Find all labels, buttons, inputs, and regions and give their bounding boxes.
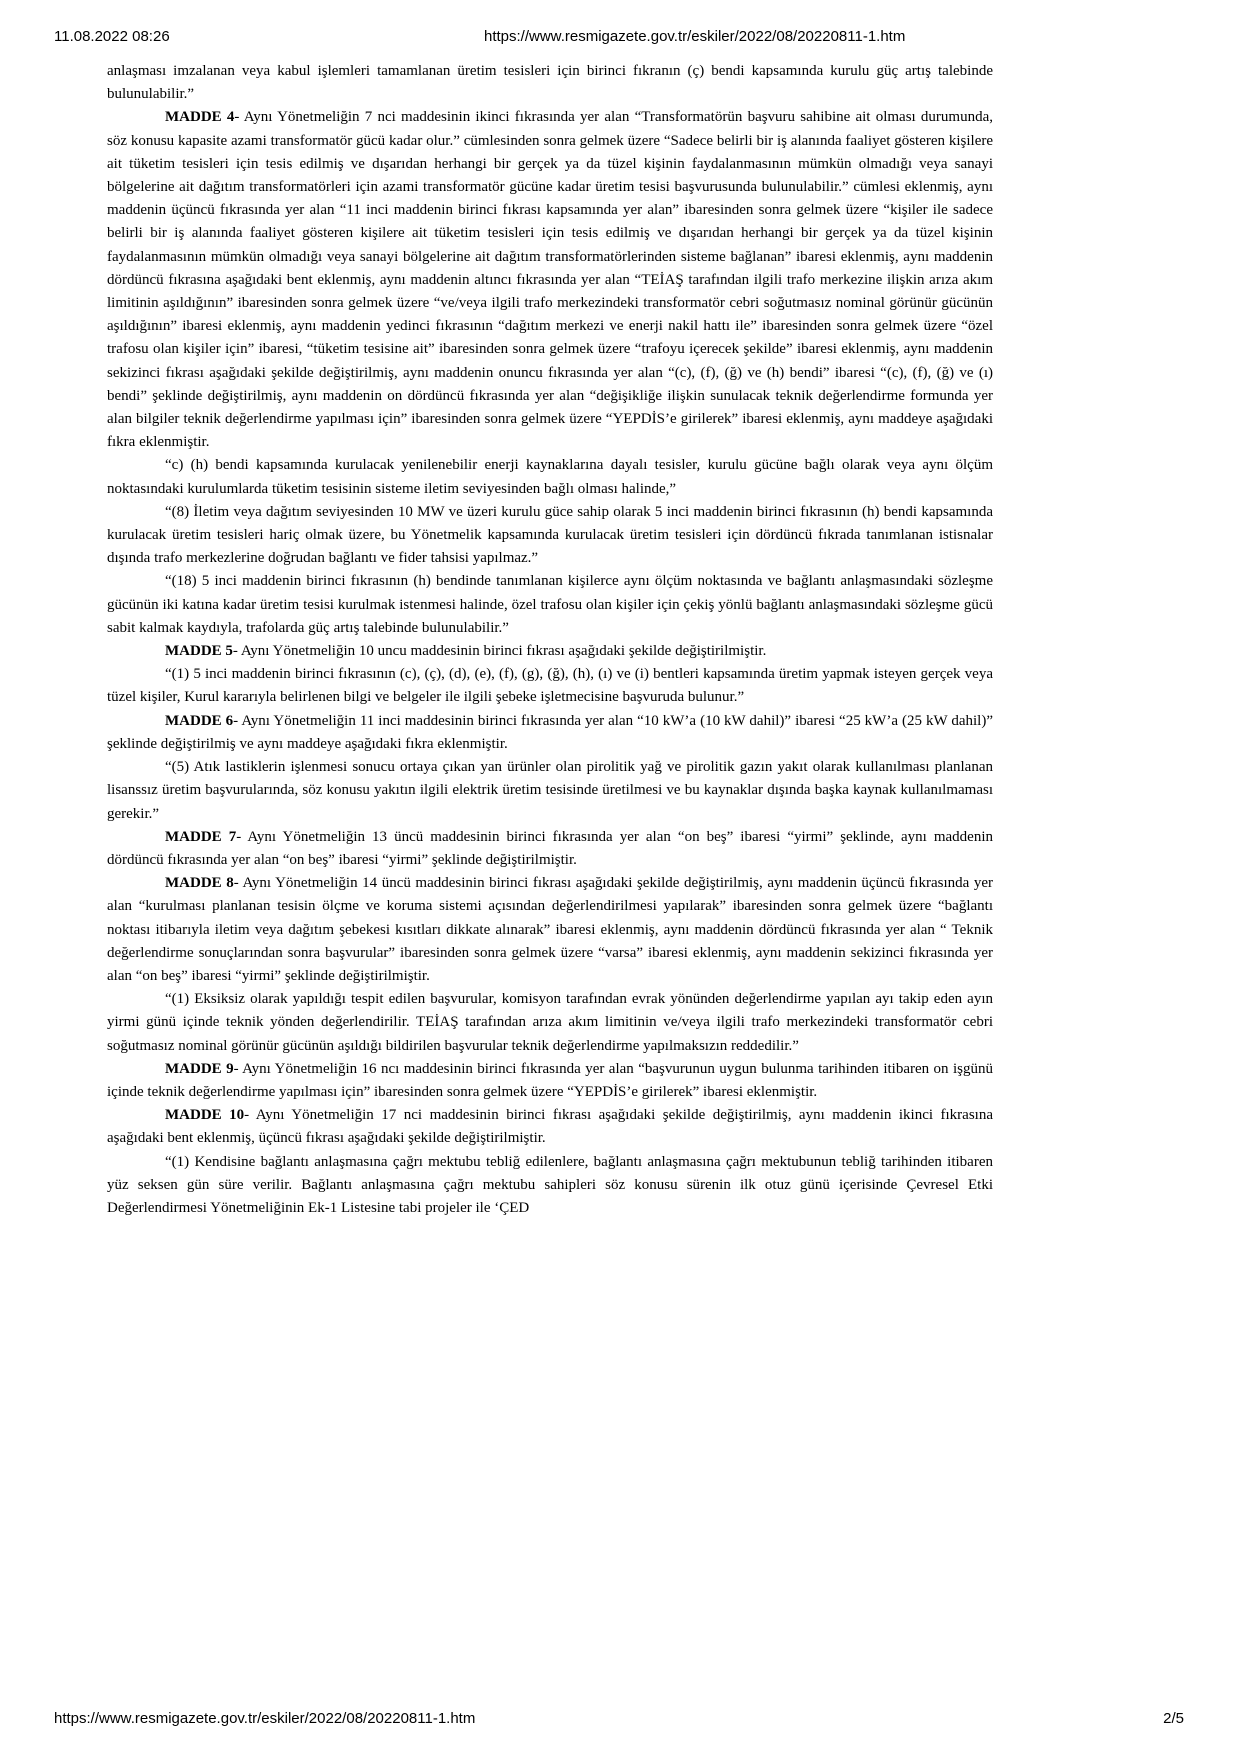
article-paragraph — [107, 1058, 993, 1104]
article-heading: MADDE 6 — [165, 712, 234, 729]
paragraph — [107, 454, 993, 500]
article-paragraph — [107, 710, 993, 756]
paragraph-text: - Aynı Yönetmeliğin 17 nci maddesinin birinci fıkrası aşağıdaki şekilde değiştirilmiş, aynı maddenin ikinci fıkrasına aşağıdaki bent eklenmiş, üçüncü fıkrası aşağıdaki şekilde değiştirilmiştir. — [107, 1107, 993, 1147]
paragraph — [107, 988, 993, 1058]
article-paragraph — [107, 640, 993, 663]
paragraph — [107, 570, 993, 640]
article-paragraph — [107, 1104, 993, 1150]
paragraph-text: “(1) Eksiksiz olarak yapıldığı tespit edilen başvurular, komisyon tarafından evrak yönünden değerlendirme yapılan ayı takip eden ayın yirmi günü içinde teknik yönden değerlendirilir. TEİAŞ tarafından arıza akım limitinin ve/veya ilgili trafo merkezindeki transformatör cebri soğutmasız nominal görünür gücünün aşıldığı bildirilen başvurular teknik değerlendirme yapılmaksızın reddedilir.” — [107, 991, 993, 1054]
paragraph — [107, 501, 993, 571]
article-heading: MADDE 7 — [165, 828, 237, 845]
paragraph-text: “(1) Kendisine bağlantı anlaşmasına çağrı mektubu tebliğ edilenlere, bağlantı anlaşmasına çağrı mektubunun tebliğ tarihinden itibaren yüz seksen gün süre verilir. Bağlantı anlaşmasına çağrı mektubu sahipleri söz konusu sürenin ilk otuz günü içerisinde Çevresel Etki Değerlendirmesi Yönetmeliğinin Ek-1 Listesine tabi projeler ile ‘ÇED — [107, 1153, 993, 1216]
paragraph-text: - Aynı Yönetmeliğin 16 ncı maddesinin birinci fıkrasında yer alan “başvurunun uygun bulunma tarihinden itibaren on işgünü içinde teknik değerlendirme yapılması için” ibaresinden sonra gelmek üzere “YEPDİS’e girilerek” ibaresi eklenmiştir. — [107, 1060, 993, 1100]
article-heading: MADDE 10 — [165, 1107, 245, 1124]
article-paragraph — [107, 106, 993, 454]
article-paragraph — [107, 826, 993, 872]
article-heading: MADDE 5 — [165, 643, 233, 660]
paragraph-text: - Aynı Yönetmeliğin 10 uncu maddesinin birinci fıkrası aşağıdaki şekilde değiştirilmiştir. — [232, 643, 767, 660]
document-body — [107, 60, 993, 1220]
print-header-url[interactable]: https://www.resmigazete.gov.tr/eskiler/2022/08/20220811-1.htm — [484, 28, 906, 45]
page-number: 2/5 — [1163, 1710, 1184, 1727]
article-paragraph — [107, 872, 993, 988]
paragraph-text: “(5) Atık lastiklerin işlenmesi sonucu ortaya çıkan yan ürünler olan pirolitik yağ ve pirolitik gazın yakıt olarak kullanılması planlanan lisanssız üretim başvurularında, söz konusu yakıtın ilgili elektrik üretim tesisinde üretilmesi ve bu kaynaklar dışında başka kaynak kullanılmaması gerekir.” — [107, 759, 993, 822]
paragraph — [107, 1151, 993, 1221]
paragraph — [107, 663, 993, 709]
print-footer — [0, 1710, 1240, 1734]
paragraph-text: anlaşması imzalanan veya kabul işlemleri tamamlanan üretim tesisleri için birinci fıkranın (ç) bendi kapsamında kurulu güç artış talebinde bulunulabilir.” — [107, 63, 993, 103]
print-header — [0, 28, 1240, 52]
paragraph-text: - Aynı Yönetmeliğin 13 üncü maddesinin birinci fıkrasında yer alan “on beş” ibaresi “yirmi” şeklinde, aynı maddenin dördüncü fıkrasında yer alan “on beş” ibaresi “yirmi” şeklinde değiştirilmiştir. — [107, 828, 993, 868]
paragraph-text: - Aynı Yönetmeliğin 14 üncü maddesinin birinci fıkrası aşağıdaki şekilde değiştirilmiş, aynı maddenin üçüncü fıkrasında yer alan “kurulması planlanan tesisin ölçme ve koruma sistemi açısından değerlendirilmesi yapılarak” ibaresinden sonra gelmek üzere “bağlantı noktası itibarıyla iletim veya dağıtım şebekesi kısıtları dikkate alınarak” ibaresi eklenmiş, aynı maddenin dördüncü fıkrasında yer alan “ Teknik değerlendirme sonuçlarından sonra başvurular” ibaresinden sonra gelmek üzere “varsa” ibaresi eklenmiş, aynı maddenin sekizinci fıkrasında yer alan “on beş” ibaresi “yirmi” şeklinde değiştirilmiştir. — [107, 875, 993, 984]
paragraph-text: “(8) İletim veya dağıtım seviyesinden 10 MW ve üzeri kurulu güce sahip olarak 5 inci maddenin birinci fıkrasının (h) bendi kapsamında kurulacak üretim tesisleri hariç olmak üzere, bu Yönetmelik kapsamında kurulacak üretim tesisleri için dördüncü fıkrada tanımlanan istisnalar dışında trafo merkezlerine doğrudan bağlantı ve fider tahsisi yapılmaz.” — [107, 503, 993, 567]
paragraph-text: “(1) 5 inci maddenin birinci fıkrasının (c), (ç), (d), (e), (f), (g), (ğ), (h), (ı) ve (i) bentleri kapsamında üretim yapmak isteyen gerçek veya tüzel kişiler, Kurul kararıyla belirlenen bilgi ve belgeler ile ilgili şebeke işletmecisine başvuruda bulunur.” — [107, 666, 993, 706]
paragraph-text: “(18) 5 inci maddenin birinci fıkrasının (h) bendinde tanımlanan kişilerce aynı ölçüm noktasında ve bağlantı anlaşmasındaki sözleşme gücünün iki katına kadar üretim tesisi kurulmak istenmesi halinde, özel trafosu olan kişiler için çekiş yönlü bağlantı anlaşmasındaki sözleşme gücü sabit kalmak kaydıyla, trafolarda güç artış talebinde bulunulabilir.” — [107, 573, 993, 636]
paragraph — [107, 60, 993, 106]
article-heading: MADDE 4 — [165, 109, 235, 126]
paragraph-text: - Aynı Yönetmeliğin 7 nci maddesinin ikinci fıkrasında yer alan “Transformatörün başvuru sahibine ait olması durumunda, söz konusu kapasite azami transformatör gücü kadar olur.” cümlesinden sonra gelmek üzere “Sadece belirli bir iş alanında faaliyet gösteren kişilere ait tüketim tesisleri için tesis edilmiş ve dışarıdan herhangi bir gerçek ya da tüzel kişinin faydalanmasının mümkün olmadığı veya sanayi bölgelerine ait dağıtım transformatörleri için azami transformatör gücüne kadar üretim tesisi başvurusunda bulunulabilir.” cümlesi eklenmiş, aynı maddenin üçüncü fıkrasında yer alan “11 inci maddenin birinci fıkrası kapsamında yer alan” ibaresinden sonra gelmek üzere “kişiler ile sadece belirli bir iş alanında faaliyet gösteren kişilere ait tüketim tesisleri için tesis edilmiş ve dışarıdan herhangi bir gerçek ya da tüzel kişinin faydalanmasının mümkün olmadığı veya sanayi bölgelerine ait dağıtım transformatörlerinden sisteme bağlanan” ibaresi eklenmiş, aynı maddenin dördüncü fıkrasına aşağıdaki bent eklenmiş, aynı maddenin altıncı fıkrasında yer alan “TEİAŞ tarafından ilgili trafo merkezine ilişkin arıza akım limitinin aşıldığının” ibaresinden sonra gelmek üzere “ve/veya ilgili trafo merkezindeki transformatör cebri soğutmasız nominal görünür gücünün aşıldığının” ibaresi eklenmiş, aynı maddenin yedinci fıkrasının “dağıtım merkezi ve enerji nakil hattı ile” ibaresinden sonra gelmek üzere “özel trafosu olan kişiler için” ibaresi, “tüketim tesisine ait” ibaresinden sonra gelmek üzere “trafoyu içerecek şekilde” ibaresi eklenmiş, aynı maddenin sekizinci fıkrası aşağıdaki şekilde değiştirilmiş, aynı maddenin onuncu fıkrasında yer alan “(c), (f), (ğ) ve (h) bendi” ibaresi “(c), (f), (ğ) ve (ı) bendi” şeklinde değiştirilmiş, aynı maddenin on dördüncü fıkrasında yer alan “değişikliğe ilişkin sunulacak teknik değerlendirme formunda yer alan bilgiler teknik değerlendirme yapılması için” ibaresinden sonra gelmek üzere “YEPDİS’e girilerek” ibaresi eklenmiş, aynı maddeye aşağıdaki fıkra eklenmiştir. — [107, 109, 993, 451]
article-heading: MADDE 9 — [165, 1060, 234, 1077]
paragraph-text: “c) (h) bendi kapsamında kurulacak yenilenebilir enerji kaynaklarına dayalı tesisler, kurulu gücüne bağlı olarak veya aynı ölçüm noktasındaki kurulumlarda tüketim tesisinin sisteme iletim seviyesinden bağlı olması halinde,” — [107, 457, 993, 497]
paragraph-text: - Aynı Yönetmeliğin 11 inci maddesinin birinci fıkrasında yer alan “10 kW’a (10 kW dahil)” ibaresi “25 kW’a (25 kW dahil)” şeklinde değiştirilmiş ve aynı maddeye aşağıdaki fıkra eklenmiştir. — [107, 712, 993, 752]
article-heading: MADDE 8 — [165, 875, 234, 892]
paragraph — [107, 756, 993, 826]
print-footer-url[interactable]: https://www.resmigazete.gov.tr/eskiler/2022/08/20220811-1.htm — [54, 1710, 476, 1727]
print-datetime: 11.08.2022 08:26 — [54, 28, 170, 45]
